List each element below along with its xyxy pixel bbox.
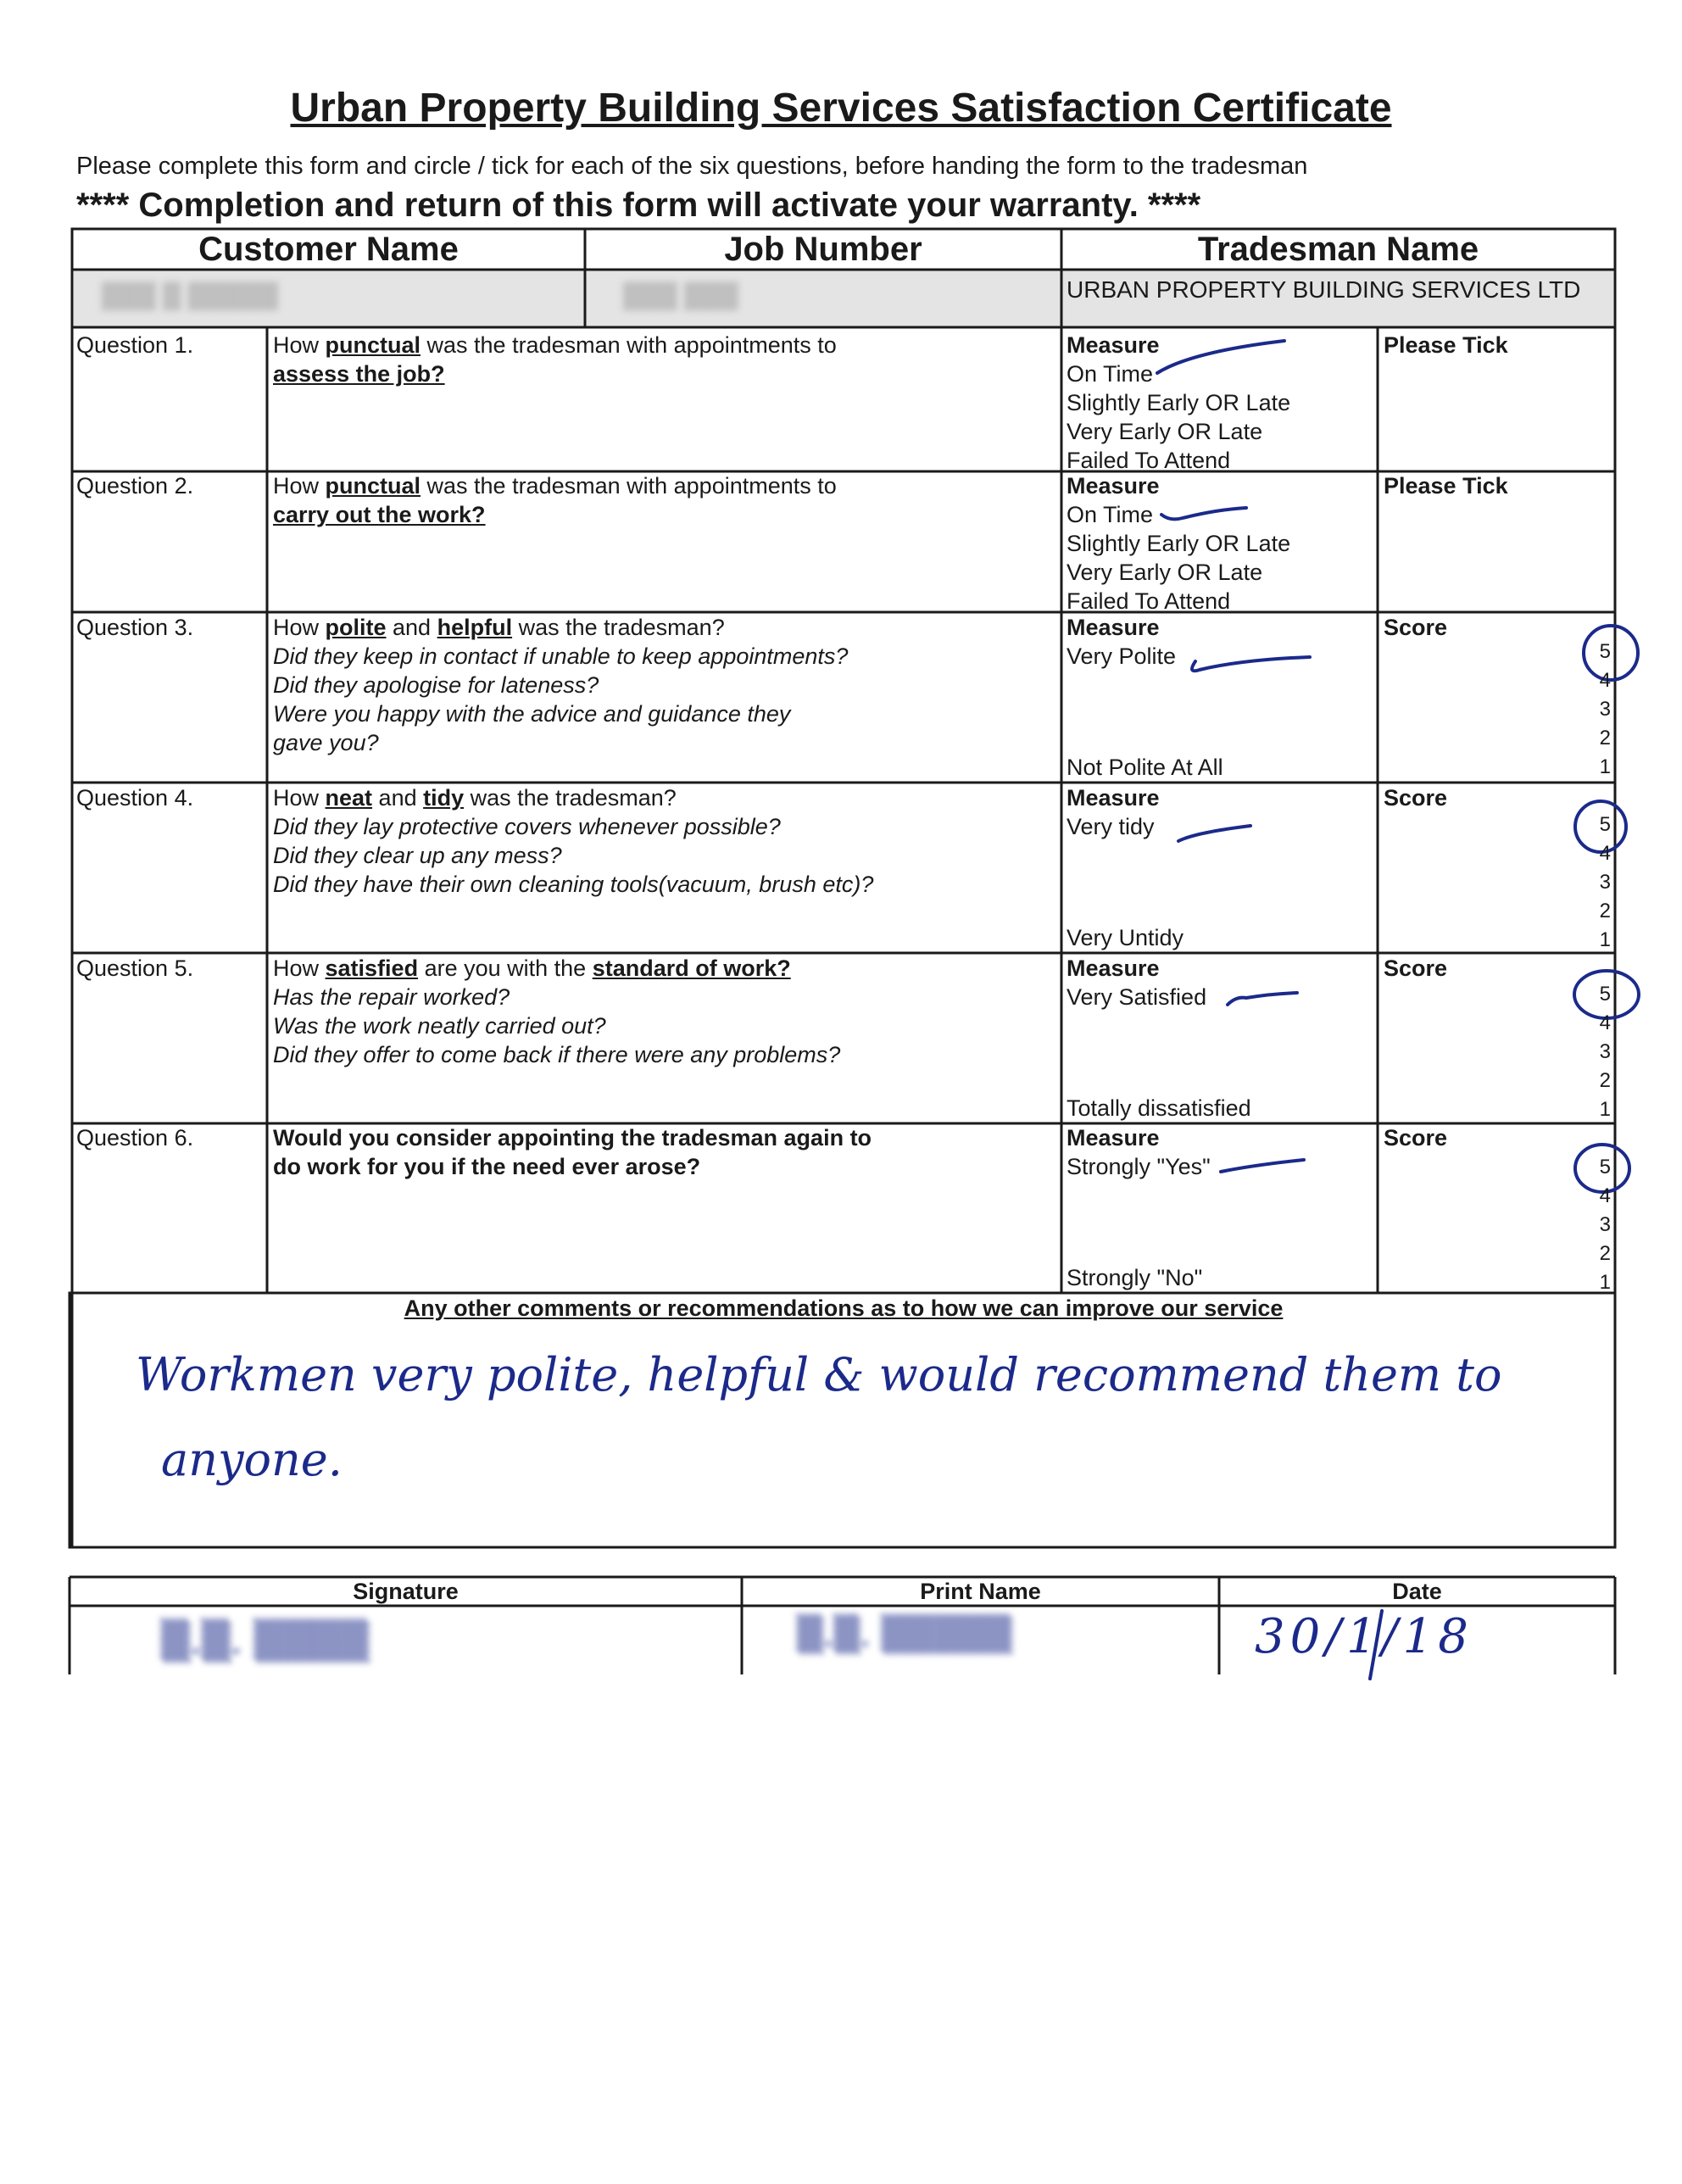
tick-mark	[1192, 657, 1310, 671]
tick-mark	[1221, 1160, 1304, 1172]
question-3-text: How polite and helpful was the tradesman? Did they keep in contact if unable to keep appointments? Did they apologise for lateness? Were you happy with the advice and guidance they gave you?	[273, 615, 849, 755]
question-2-measures: Measure On Time Slightly Early OR Late Very Early OR Late Failed To Attend	[1067, 473, 1291, 614]
comments-handwritten-line-1[interactable]: Workmen very polite, helpful & would recommend them to	[136, 1348, 1502, 1401]
tick-mark	[1228, 993, 1297, 1005]
instructions: Please complete this form and circle / tick for each of the six questions, before handing the form to the tradesman	[76, 153, 1308, 180]
question-4-score-header: Score	[1384, 785, 1448, 811]
question-4-label: Question 4.	[76, 785, 194, 811]
page-title: Urban Property Building Services Satisfaction Certificate	[290, 86, 1392, 131]
question-6-label: Question 6.	[76, 1125, 194, 1150]
question-5-scores: 5 4 3 2 1	[1599, 983, 1611, 1121]
question-3-measure: Measure Very Polite	[1067, 615, 1177, 669]
print-name-label: Print Name	[920, 1579, 1041, 1604]
question-6-measure-bottom: Strongly "No"	[1067, 1265, 1203, 1290]
question-4-measure: Measure Very tidy	[1067, 785, 1160, 839]
question-4-scores: 5 4 3 2 1	[1599, 813, 1611, 951]
question-1-measures: Measure On Time Slightly Early OR Late Very Early OR Late Failed To Attend	[1067, 332, 1291, 473]
signature-label: Signature	[353, 1579, 459, 1604]
question-3-measure-bottom: Not Polite At All	[1067, 755, 1223, 780]
question-2-label: Question 2.	[76, 473, 194, 499]
signature-redacted[interactable]: ▒.▒. ▒▒▒▒	[161, 1619, 369, 1663]
customer-name-header: Customer Name	[198, 231, 459, 268]
question-1-label: Question 1.	[76, 332, 194, 358]
question-1-tick-header: Please Tick	[1384, 332, 1508, 358]
question-5-text: How satisfied are you with the standard of work? Has the repair worked? Was the work neatly carried out? Did they offer to come back if there were any problems?	[273, 956, 841, 1067]
customer-name-redacted: ▒▒▒ ▒ ▒▒▒▒▒	[102, 281, 278, 309]
date-label: Date	[1392, 1579, 1442, 1604]
tick-mark	[1178, 826, 1250, 841]
tradesman-name-header: Tradesman Name	[1197, 231, 1479, 268]
warranty-notice: **** Completion and return of this form will activate your warranty. ****	[76, 187, 1201, 224]
job-number-redacted: ▒▒▒ ▒▒▒	[623, 281, 738, 309]
question-5-measure-bottom: Totally dissatisfied	[1067, 1095, 1251, 1121]
question-6-measure: Measure Strongly "Yes"	[1067, 1125, 1211, 1179]
question-4-measure-bottom: Very Untidy	[1067, 925, 1184, 950]
question-3-label: Question 3.	[76, 615, 194, 640]
date-value[interactable]: 30/1/18	[1255, 1609, 1473, 1664]
tradesman-name-value: URBAN PROPERTY BUILDING SERVICES LTD	[1067, 276, 1581, 303]
question-5-label: Question 5.	[76, 956, 194, 981]
question-2-tick-header: Please Tick	[1384, 473, 1508, 499]
question-6-text: Would you consider appointing the tradesman again to do work for you if the need ever arose?	[273, 1125, 872, 1179]
question-1-text: How punctual was the tradesman with appointments to assess the job?	[273, 332, 837, 387]
question-6-score-header: Score	[1384, 1125, 1448, 1150]
question-6-scores: 5 4 3 2 1	[1599, 1156, 1611, 1294]
question-2-text: How punctual was the tradesman with appointments to carry out the work?	[273, 473, 837, 527]
question-4-text: How neat and tidy was the tradesman? Did they lay protective covers whenever possible? Did they clear up any mess? Did they have their own cleaning tools(vacuum, brush etc)?	[273, 785, 874, 897]
question-3-score-header: Score	[1384, 615, 1448, 640]
question-5-measure: Measure Very Satisfied	[1067, 956, 1207, 1010]
question-5-score-header: Score	[1384, 956, 1448, 981]
comments-handwritten-line-2[interactable]: anyone.	[161, 1433, 343, 1486]
question-3-scores: 5 4 3 2 1	[1599, 640, 1611, 778]
comments-label: Any other comments or recommendations as to how we can improve our service	[404, 1295, 1284, 1321]
print-name-redacted[interactable]: ▒.▒. ▒▒▒▒▒	[797, 1615, 1012, 1654]
job-number-header: Job Number	[724, 231, 922, 268]
